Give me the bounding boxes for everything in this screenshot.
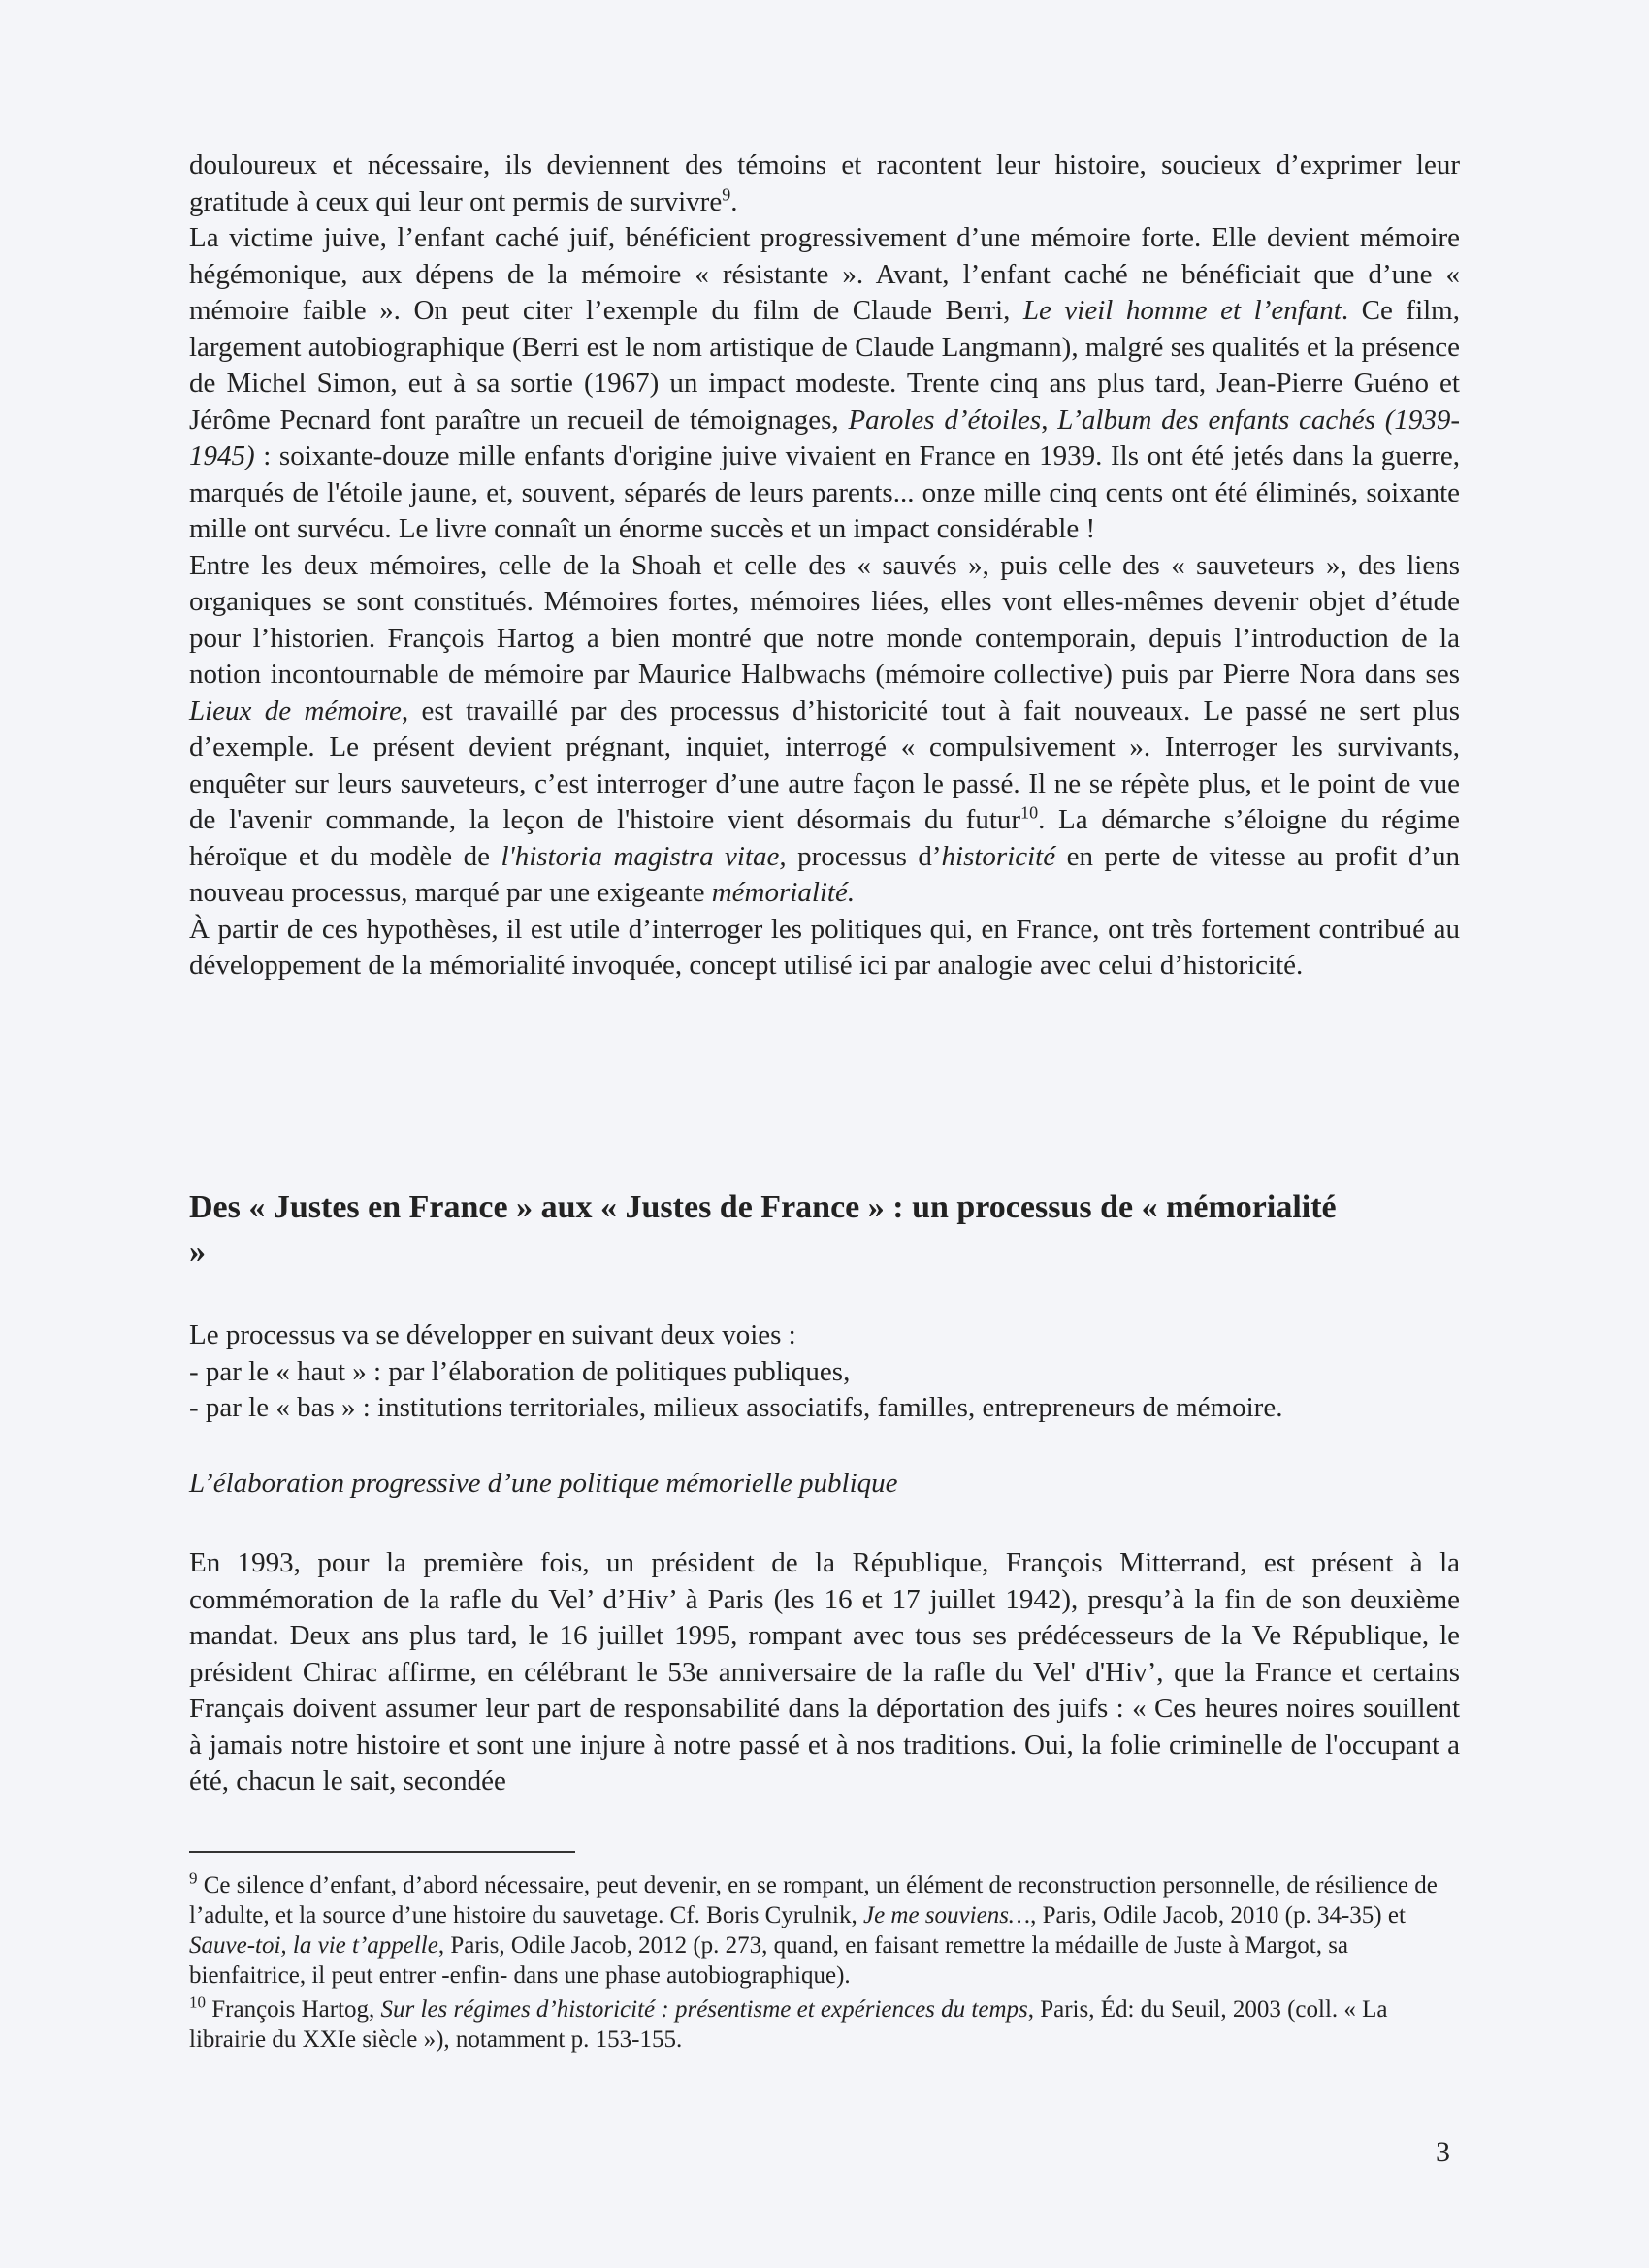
footnotes (189, 1870, 1460, 2058)
italic-text: mémorialité. (711, 877, 856, 908)
page-number: 3 (1436, 2136, 1450, 2168)
text-run: . Ce film, largement autobiographique (Berri est le nom artistique de Claude Langmann), malgré ses qualités et la présence de Michel Simon, eut à sa sortie (1967) un impact modeste. Trente cinq ans plus tard, Jean-Pierre Guéno et Jérôme Pecnard font paraître un recueil de témoignages, (189, 295, 1460, 436)
intro-line: - par le « haut » : par l’élaboration de politiques publiques, (189, 1355, 851, 1387)
italic-text: L’album des enfants cachés (1939-1945) (189, 404, 1461, 471)
italic-text: l'historia magistra vitae, (501, 840, 787, 872)
text-run: , Paris, Odile Jacob, 2010 (p. 34-35) et (1030, 1902, 1406, 1928)
text-run: Ce silence d’enfant, d’abord nécessaire, peut devenir, en se rompant, un élément de reconstruction personnelle, de résilience de l’adulte, et la source d’une histoire du sauvetage. Cf. Boris Cyrulnik, (189, 1872, 1438, 1928)
italic-text: Paroles d’étoiles (848, 404, 1042, 436)
footnote-number: 9 (189, 1868, 198, 1888)
paragraph (189, 548, 1460, 912)
paragraph: En 1993, pour la première fois, un président de la République, François Mitterrand, est présent à la commémoration de la rafle du Vel’ d’Hiv’ à Paris (les 16 et 17 juillet 1942), presqu’à la fin de son deuxième mandat. Deux ans plus tard, le 16 juillet 1995, rompant avec tous ses prédécesseurs de la Ve République, le président Chirac affirme, en célébrant le 53e anniversaire de la rafle du Vel' d'Hiv’, que la France et certains Français doivent assumer leur part de responsabilité dans la déportation des juifs : « Ces heures noires souillent à jamais notre histoire et sont une injure à notre passé et à nos traditions. Oui, la folie criminelle de l'occupant a été, chacun le sait, secondée (189, 1547, 1460, 1797)
italic-text: historicité (941, 840, 1056, 872)
section-heading: Des « Justes en France » aux « Justes de France » : un processus de « mémorialité » (189, 1189, 1337, 1270)
intro-list (189, 1317, 1470, 1427)
text-run: La victime juive, l’enfant caché juif, bénéficient progressivement d’une mémoire forte. Elle devient mémoire hégémonique, aux dépens de la mémoire « résistante ». Avant, l’enfant caché ne bénéficiait que d’une « mémoire faible ». On peut citer l’exemple du film de Claude Berri, (189, 222, 1460, 326)
footnote-number: 10 (189, 1993, 206, 2012)
text-run: , (1041, 404, 1058, 436)
footnote (189, 1994, 1460, 2055)
italic-text: Lieux de mémoire (189, 695, 402, 727)
text-run: , est travaillé par des processus d’historicité tout à fait nouveaux. Le passé ne sert plus d’exemple. Le présent devient prégnant, inquiet, interrogé « compulsivement ». Interroger les survivants, enquêter sur leurs sauveteurs, c’est interroger d’une autre façon le passé. Il ne se répète plus, et le point de vue de l'avenir commande, la leçon de l'histoire vient désormais du futur (189, 695, 1460, 835)
italic-text: Je me souviens… (862, 1902, 1031, 1928)
italic-text: Sauve-toi, la vie t’appelle (189, 1932, 438, 1959)
text-run: François Hartog, (206, 1996, 381, 2023)
text-run: processus d’ (786, 840, 942, 872)
text-run: en perte de vitesse au profit d’un nouveau processus, marqué par une exigeante (189, 840, 1460, 908)
paragraph (189, 912, 1460, 985)
paragraph (189, 147, 1460, 220)
subsection-heading: L’élaboration progressive d’une politique mémorielle publique (189, 1468, 898, 1499)
footnote-ref: 9 (722, 183, 731, 204)
italic-text: Le vieil homme et l’enfant (1022, 295, 1342, 326)
text-run: . (730, 185, 738, 217)
text-run: Entre les deux mémoires, celle de la Shoah et celle des « sauvés », puis celle des « sauveteurs », des liens organiques se sont constitués. Mémoires fortes, mémoires liées, elles vont elles-mêmes devenir objet d’étude pour l’historien. François Hartog a bien montré que notre monde contemporain, depuis l’introduction de la notion incontournable de mémoire par Maurice Halbwachs (mémoire collective) puis par Pierre Nora dans ses (189, 549, 1460, 690)
footnote-ref: 10 (1020, 802, 1039, 823)
text-run: , Paris, Éd: du Seuil, 2003 (coll. « La librairie du XXIe siècle »), notamment p. 153-155. (189, 1996, 1388, 2053)
intro-line: Le processus va se développer en suivant deux voies : (189, 1319, 796, 1350)
body-text (189, 147, 1460, 985)
intro-line: - par le « bas » : institutions territoriales, milieux associatifs, familles, entrepreneurs de mémoire. (189, 1392, 1283, 1423)
paragraph (189, 220, 1460, 548)
text-run: . La démarche s’éloigne du régime héroïque et du modèle de (189, 804, 1460, 872)
footnote (189, 1870, 1460, 1991)
footnote-separator (189, 1851, 575, 1853)
italic-text: Sur les régimes d’historicité : présentisme et expériences du temps (380, 1996, 1028, 2023)
text-run: douloureux et nécessaire, ils deviennent des témoins et racontent leur histoire, soucieux d’exprimer leur gratitude à ceux qui leur ont permis de survivre (189, 149, 1460, 217)
text-run: : soixante-douze mille enfants d'origine juive vivaient en France en 1939. Ils ont été jetés dans la guerre, marqués de l'étoile jaune, et, souvent, séparés de leurs parents... onze mille cinq cents ont été éliminés, soixante mille ont survécu. Le livre connaît un énorme succès et un impact considérable ! (189, 440, 1460, 544)
text-run: À partir de ces hypothèses, il est utile d’interroger les politiques qui, en France, ont très fortement contribué au développement de la mémorialité invoquée, concept utilisé ici par analogie avec celui d’historicité. (189, 913, 1460, 981)
text-run: , Paris, Odile Jacob, 2012 (p. 273, quand, en faisant remettre la médaille de Juste à Margot, sa bienfaitrice, il peut entrer -enfin- dans une phase autobiographique). (189, 1932, 1349, 1989)
